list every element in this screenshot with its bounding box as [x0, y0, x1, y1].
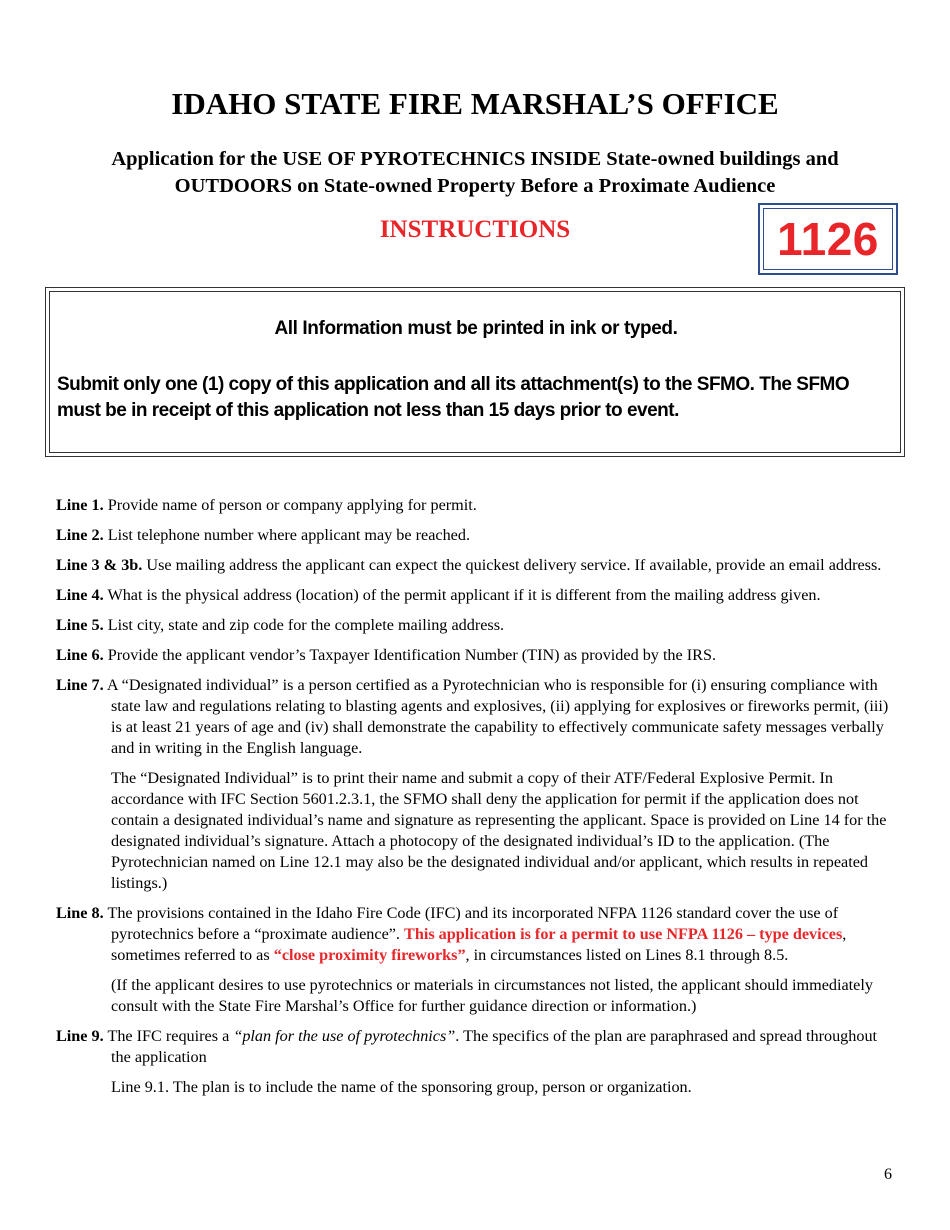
line-label: Line 8.: [56, 904, 104, 922]
line-2-instruction: [56, 525, 896, 546]
page-subtitle: [60, 146, 890, 200]
instructions-heading: INSTRUCTIONS: [379, 216, 571, 243]
line-7-designated-individual-paragraph: The “Designated Individual” is to print their name and submit a copy of their ATF/Federal Explosive Permit. In accordance with IFC Section 5601.2.3.1, the SFMO shall deny the application for permit if the application does not contain a designated individual’s name and signature as representing the applicant. Space is provided on Line 14 for the designated individual’s signature. Attach a photocopy of the designated individual’s ID to the application. (The Pyrotechnician named on Line 12.1 may also be the designated individual and/or applicant, which results in repeated listings.): [111, 769, 887, 892]
line-5-instruction: [56, 615, 896, 636]
line-text: The provisions contained in the Idaho Fire Code (IFC) and its incorporated NFPA 1126 standard cover the use of pyrotechnics before a “proximate audience”.: [107, 904, 839, 943]
line-text: Provide the applicant vendor’s Taxpayer Identification Number (TIN) as provided by the IRS.: [107, 646, 716, 664]
line-text: A “Designated individual” is a person certified as a Pyrotechnician who is responsible for (i) ensuring compliance with state law and regulations relating to blasting agents and explosives, (ii) applying for explosives or fireworks permit, (iii) is at least 21 years of age and (iv) shall demonstrate the capability to effectively communicate safety messages verbally and in writing in the English language.: [106, 676, 889, 757]
line-text: Use mailing address the applicant can expect the quickest delivery service. If available, provide an email address.: [146, 556, 882, 574]
line-text: . The specifics of the plan are paraphrased and spread throughout the application: [111, 1027, 878, 1066]
subtitle-line-2: OUTDOORS on State-owned Property Before a Proximate Audience: [174, 175, 776, 197]
line-label: Line 9.: [56, 1027, 104, 1045]
instructions-body: [56, 495, 896, 1107]
line-text: List city, state and zip code for the complete mailing address.: [107, 616, 505, 634]
notice-inner: [49, 291, 901, 453]
line-9-instruction: [56, 1026, 896, 1068]
nfpa-1126-highlight: This application is for a permit to use NFPA 1126 – type devices: [404, 925, 843, 943]
notice-ink-requirement: All Information must be printed in ink or typed.: [274, 318, 678, 339]
line-8-instruction: [56, 903, 896, 966]
line-label: Line 6.: [56, 646, 104, 664]
line-8-note-paragraph: (If the applicant desires to use pyrotechnics or materials in circumstances not listed, the applicant should immediately consult with the State Fire Marshal’s Office for further guidance direction or information.): [111, 976, 873, 1015]
plan-quote: “plan for the use of pyrotechnics”: [233, 1027, 456, 1045]
line-text: What is the physical address (location) of the permit applicant if it is different from the mailing address given.: [107, 586, 821, 604]
line-label: Line 1.: [56, 496, 104, 514]
line-label: Line 3 & 3b.: [56, 556, 143, 574]
close-proximity-highlight: “close proximity fireworks”: [273, 946, 466, 964]
line-label: Line 4.: [56, 586, 104, 604]
line-text: The IFC requires a: [107, 1027, 230, 1045]
line-text: Provide name of person or company applying for permit.: [107, 496, 477, 514]
line-9-1-instruction: Line 9.1. The plan is to include the name of the sponsoring group, person or organization.: [111, 1078, 692, 1096]
form-number-badge: [758, 203, 898, 275]
line-4-instruction: [56, 585, 896, 606]
notice-submission-requirement: Submit only one (1) copy of this application and all its attachment(s) to the SFMO. The SFMO must be in receipt of this application not less than 15 days prior to event.: [57, 374, 850, 421]
line-text: , in circumstances listed on Lines 8.1 through 8.5.: [465, 946, 789, 964]
subtitle-line-1: Application for the USE OF PYROTECHNICS INSIDE State-owned buildings and: [111, 148, 839, 170]
line-text: List telephone number where applicant may be reached.: [107, 526, 470, 544]
form-number: 1126: [763, 208, 893, 270]
line-text: , sometimes referred to as: [111, 925, 847, 964]
line-1-instruction: [56, 495, 896, 516]
page-title: IDAHO STATE FIRE MARSHAL’S OFFICE: [171, 86, 779, 121]
line-label: Line 7.: [56, 676, 104, 694]
line-7-instruction: [56, 675, 896, 759]
page-number: 6: [884, 1166, 892, 1183]
line-6-instruction: [56, 645, 896, 666]
line-3-instruction: [56, 555, 896, 576]
line-label: Line 5.: [56, 616, 104, 634]
line-label: Line 2.: [56, 526, 104, 544]
notice-box: [45, 287, 905, 457]
